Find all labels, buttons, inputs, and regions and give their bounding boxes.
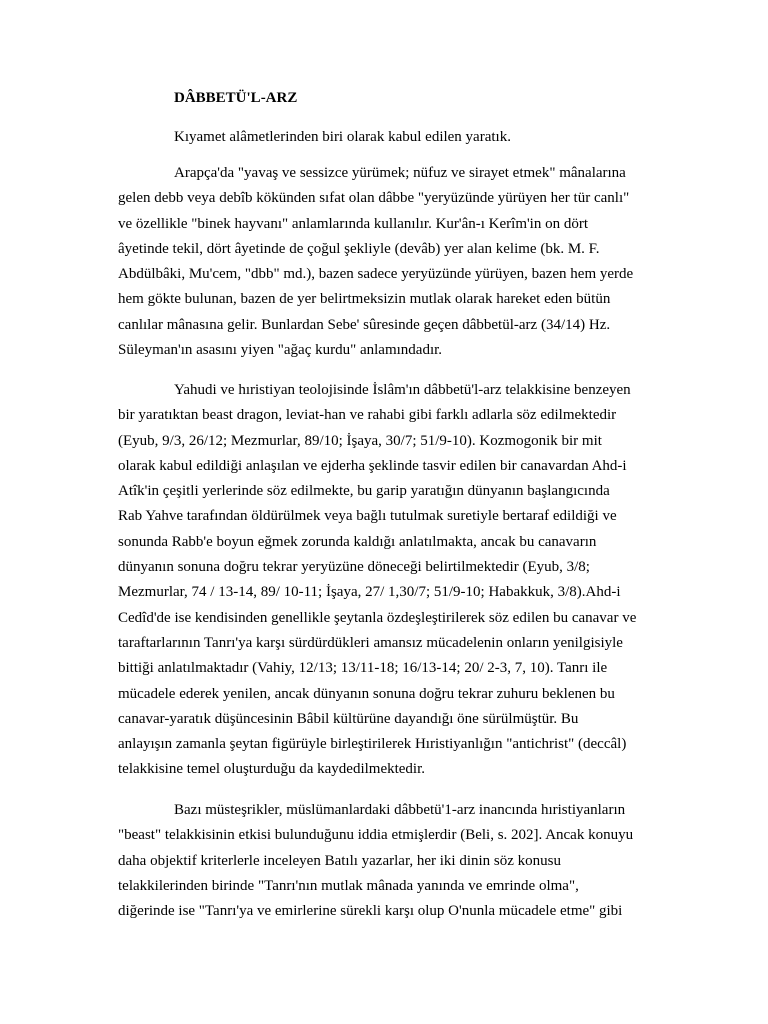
text-line: dünyanın sonuna doğru tekrar yeryüzüne döneceği belirtilmektedir (Eyub, 3/8;	[118, 559, 590, 576]
text-line: Mezmurlar, 74 / 13-14, 89/ 10-11; İşaya, 27/ 1,30/7; 51/9-10; Habakkuk, 3/8).Ahd-i	[118, 584, 621, 601]
text-line: mücadele ederek yenilen, ancak dünyanın sonuna doğru tekrar zuhuru beklenen bu	[118, 685, 615, 702]
text-line: gelen debb veya debîb kökünden sıfat olan dâbbe "yeryüzünde yürüyen her tür canlı"	[118, 190, 630, 207]
text-line: telakkilerinden birinde "Tanrı'nın mutlak mânada yanında ve emrinde olma",	[118, 877, 579, 894]
text-line: bittiği anlatılmaktadır (Vahiy, 12/13; 13/11-18; 16/13-14; 20/ 2-3, 7, 10). Tanrı ile	[118, 660, 608, 677]
text-line: Kıyamet alâmetlerinden biri olarak kabul edilen yaratık.	[174, 129, 511, 145]
text-line: (Eyub, 9/3, 26/12; Mezmurlar, 89/10; İşaya, 30/7; 51/9-10). Kozmogonik bir mit	[118, 432, 602, 449]
text-line: Süleyman'ın asasını yiyen "ağaç kurdu" anlamındadır.	[118, 342, 443, 359]
text-line: telakkisine temel oluşturduğu da kaydedilmektedir.	[118, 761, 426, 778]
text-line: bir yaratıktan beast dragon, leviat-han ve rahabi gibi farklı adlarla söz edilmektedir	[118, 407, 617, 424]
text-line: Atîk'in çeşitli yerlerinde söz edilmekte, bu garip yaratığın dünyanın başlangıcında	[118, 483, 610, 500]
text-line: Bazı müsteşrikler, müslümanlardaki dâbbetü'1-arz inancında hıristiyanların	[174, 802, 626, 818]
text-line: hem gökte bulunan, bazen de yer belirtmeksizin mutlak olarak hareket eden bütün	[118, 291, 611, 308]
text-line: "beast" telakkisinin etkisi bulunduğunu iddia etmişlerdir (Beli, s. 202]. Ancak konuyu	[118, 827, 634, 844]
paragraph-etymology	[118, 164, 678, 366]
text-line: Abdülbâki, Mu'cem, "dbb" md.), bazen sadece yeryüzünde yürüyen, bazen hem yerde	[118, 266, 634, 283]
text-line: ve özellikle "binek hayvanı" anlamlarında kullanılır. Kur'ân-ı Kerîm'in on dört	[118, 215, 589, 232]
text-line: daha objektif kriterlerle inceleyen Batılı yazarlar, her iki dinin söz konusu	[118, 852, 561, 869]
text-line: Arapça'da "yavaş ve sessizce yürümek; nüfuz ve sirayet etmek" mânalarına	[174, 165, 626, 181]
paragraph-judeo-christian	[118, 381, 678, 786]
text-line: Rab Yahve tarafından öldürülmek veya bağlı tutulmak suretiyle bertaraf edildiği ve	[118, 508, 617, 525]
paragraph-definition	[118, 128, 678, 153]
text-line: taraftarlarının Tanrı'ya karşı sürdürdükleri amansız mücadelenin onların yenilgisiyle	[118, 634, 623, 651]
text-line: diğerinde ise "Tanrı'ya ve emirlerine sürekli karşı olup O'nunla mücadele etme" gibi	[118, 903, 623, 920]
paragraph-orientalists	[118, 801, 678, 927]
text-line: anlayışın zamanla şeytan figürüyle birleştirilerek Hıristiyanlığın "antichrist" (deccâl)	[118, 736, 627, 753]
article-title: DÂBBETÜ'L-ARZ	[174, 90, 298, 106]
text-line: sonunda Rabb'e boyun eğmek zorunda kaldığı anlatılmakta, ancak bu canavarın	[118, 533, 597, 550]
text-line: canlılar mânasına gelir. Bunlardan Sebe' sûresinde geçen dâbbetül-arz (34/14) Hz.	[118, 316, 611, 333]
text-line: Cedîd'de ise kendisinden genellikle şeytanla özdeşleştirilerek söz edilen bu canavar ve	[118, 609, 637, 626]
text-line: Yahudi ve hıristiyan teolojisinde İslâm'ın dâbbetü'l-arz telakkisine benzeyen	[174, 382, 631, 398]
text-line: canavar-yaratık düşüncesinin Bâbil kültürüne dayandığı öne sürülmüştür. Bu	[118, 710, 579, 727]
text-line: olarak kabul edildiği anlaşılan ve ejderha şeklinde tasvir edilen bir canavardan Ahd-i	[118, 457, 627, 474]
text-line: âyetinde tekil, dört âyetinde de çoğul şekliyle (devâb) yer alan kelime (bk. M. F.	[118, 240, 600, 257]
